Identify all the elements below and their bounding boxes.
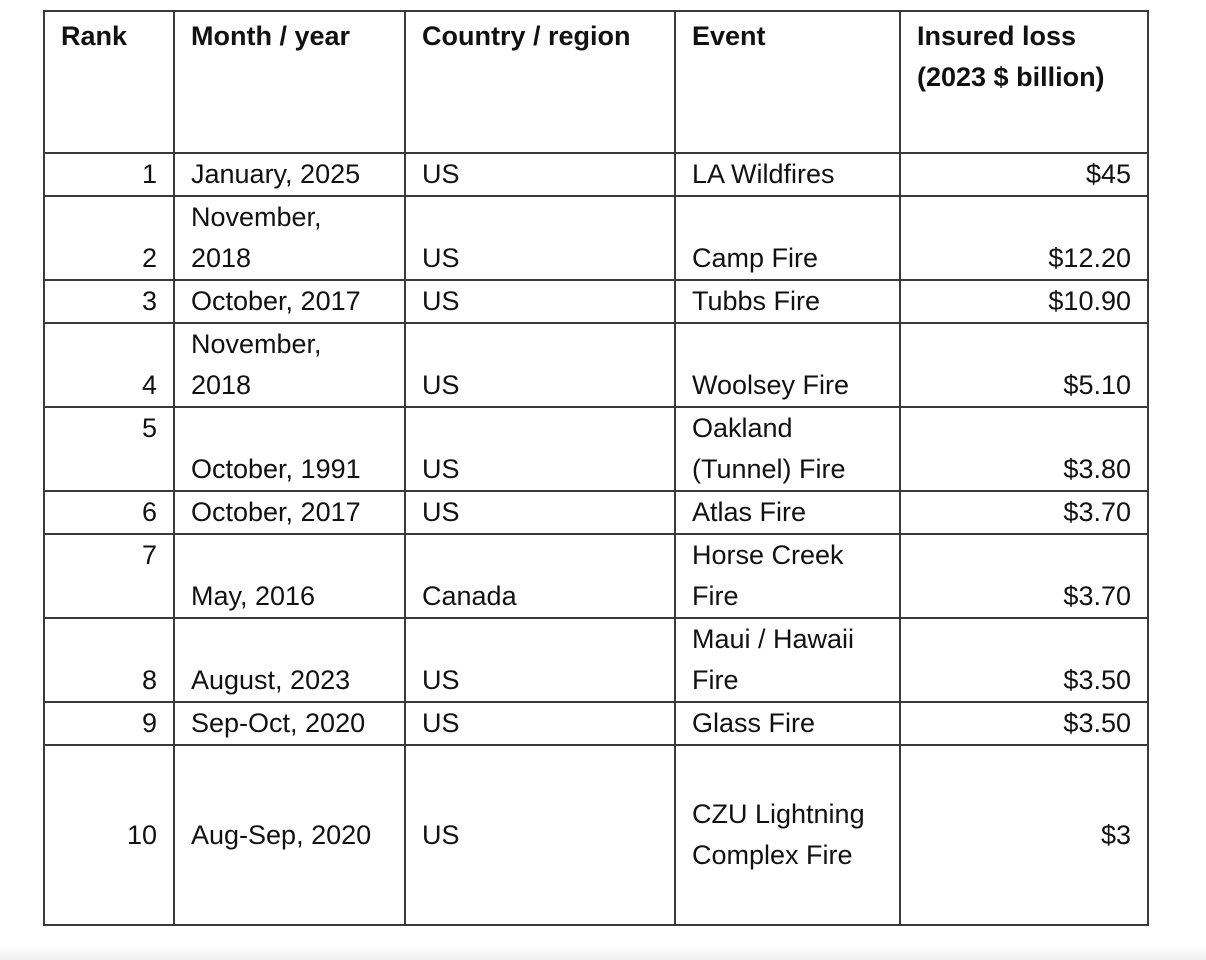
cell-rank: 9 [44, 702, 174, 745]
cell-month: October, 2017 [174, 280, 405, 323]
cell-event: Tubbs Fire [675, 280, 900, 323]
cell-event: Oakland (Tunnel) Fire [675, 407, 900, 491]
header-country-region: Country / region [405, 11, 675, 153]
cell-event: Horse Creek Fire [675, 534, 900, 618]
cell-loss: $10.90 [900, 280, 1148, 323]
cell-month: Sep-Oct, 2020 [174, 702, 405, 745]
table-row [44, 407, 1148, 491]
cell-loss: $12.20 [900, 196, 1148, 280]
cell-month: October, 1991 [174, 407, 405, 491]
table-row [44, 534, 1148, 618]
cell-rank: 2 [44, 196, 174, 280]
cell-rank: 5 [44, 407, 174, 491]
cell-event: LA Wildfires [675, 153, 900, 196]
cell-loss: $45 [900, 153, 1148, 196]
table-row [44, 618, 1148, 702]
table-row [44, 153, 1148, 196]
cell-month: May, 2016 [174, 534, 405, 618]
cell-loss: $3 [900, 745, 1148, 925]
insured-loss-table [43, 10, 1149, 926]
cell-country: US [405, 407, 675, 491]
cell-country: US [405, 323, 675, 407]
cell-month: November, 2018 [174, 196, 405, 280]
cell-event: Maui / Hawaii Fire [675, 618, 900, 702]
cell-month: January, 2025 [174, 153, 405, 196]
cell-month: August, 2023 [174, 618, 405, 702]
table-row [44, 702, 1148, 745]
table-row [44, 323, 1148, 407]
header-insured-loss: Insured loss (2023 $ billion) [900, 11, 1148, 153]
cell-event: Camp Fire [675, 196, 900, 280]
table-row [44, 491, 1148, 534]
cell-rank: 1 [44, 153, 174, 196]
cell-country: US [405, 702, 675, 745]
cell-event: Atlas Fire [675, 491, 900, 534]
table-row [44, 745, 1148, 925]
table-row [44, 196, 1148, 280]
cell-rank: 4 [44, 323, 174, 407]
cell-event: Woolsey Fire [675, 323, 900, 407]
cell-rank: 3 [44, 280, 174, 323]
cell-loss: $3.70 [900, 491, 1148, 534]
cell-loss: $5.10 [900, 323, 1148, 407]
cell-loss: $3.50 [900, 702, 1148, 745]
cell-rank: 7 [44, 534, 174, 618]
cell-month: October, 2017 [174, 491, 405, 534]
header-month-year: Month / year [174, 11, 405, 153]
cell-country: Canada [405, 534, 675, 618]
cell-country: US [405, 745, 675, 925]
cell-country: US [405, 491, 675, 534]
cell-loss: $3.80 [900, 407, 1148, 491]
page-bottom-shade [0, 946, 1206, 960]
cell-loss: $3.70 [900, 534, 1148, 618]
cell-event: Glass Fire [675, 702, 900, 745]
cell-month: November, 2018 [174, 323, 405, 407]
header-rank: Rank [44, 11, 174, 153]
cell-rank: 6 [44, 491, 174, 534]
header-event: Event [675, 11, 900, 153]
cell-country: US [405, 196, 675, 280]
cell-rank: 8 [44, 618, 174, 702]
cell-country: US [405, 280, 675, 323]
cell-month: Aug-Sep, 2020 [174, 745, 405, 925]
cell-country: US [405, 153, 675, 196]
cell-loss: $3.50 [900, 618, 1148, 702]
cell-rank: 10 [44, 745, 174, 925]
table-row [44, 280, 1148, 323]
cell-country: US [405, 618, 675, 702]
cell-event: CZU Lightning Complex Fire [675, 745, 900, 925]
table-header-row [44, 11, 1148, 153]
